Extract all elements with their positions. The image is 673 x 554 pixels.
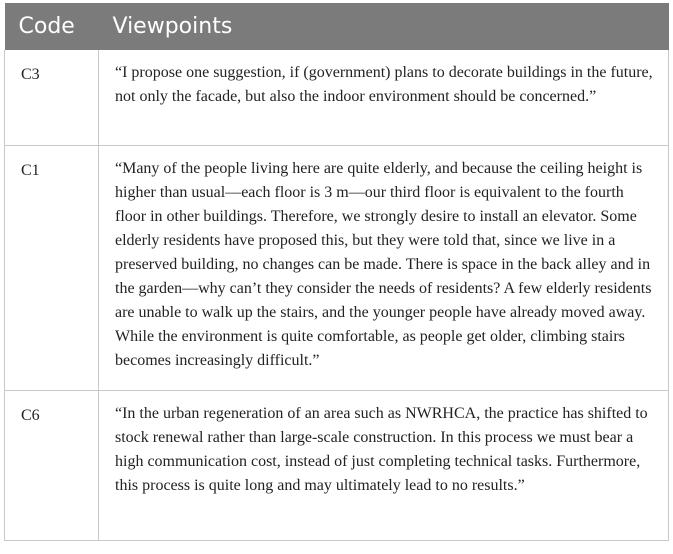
viewpoint-cell: “Many of the people living here are quite elderly, and because the ceiling height is higher than usual—each floor is 3 m—our third floor is equivalent to the fourth floor in other buildings. Therefore, we strongly desire to install an elevator. Some elderly residents have proposed this, but they were told that, since we live in a preserved building, no changes can be made. There is space in the back alley and in the garden—why can’t they consider the needs of residents? A few elderly residents are unable to walk up the stairs, and the younger people have already moved away. While the environment is quite comfortable, as people get older, climbing stairs becomes increasingly difficult.” bbox=[99, 146, 669, 391]
table-row bbox=[5, 50, 669, 146]
viewpoint-cell: “In the urban regeneration of an area such as NWRHCA, the practice has shifted to stock renewal rather than large-scale construction. In this process we must bear a high communication cost, instead of just completing technical tasks. Furthermore, this process is quite long and may ultimately lead to no results.” bbox=[99, 391, 669, 541]
table-row bbox=[5, 146, 669, 391]
table-row bbox=[5, 391, 669, 541]
header-viewpoints: Viewpoints bbox=[99, 3, 669, 50]
viewpoints-table bbox=[4, 3, 669, 541]
code-cell: C1 bbox=[5, 146, 99, 391]
table-header-row bbox=[5, 3, 669, 50]
header-code: Code bbox=[5, 3, 99, 50]
code-cell: C6 bbox=[5, 391, 99, 541]
code-cell: C3 bbox=[5, 50, 99, 146]
viewpoint-cell: “I propose one suggestion, if (government) plans to decorate buildings in the future, not only the facade, but also the indoor environment should be concerned.” bbox=[99, 50, 669, 146]
